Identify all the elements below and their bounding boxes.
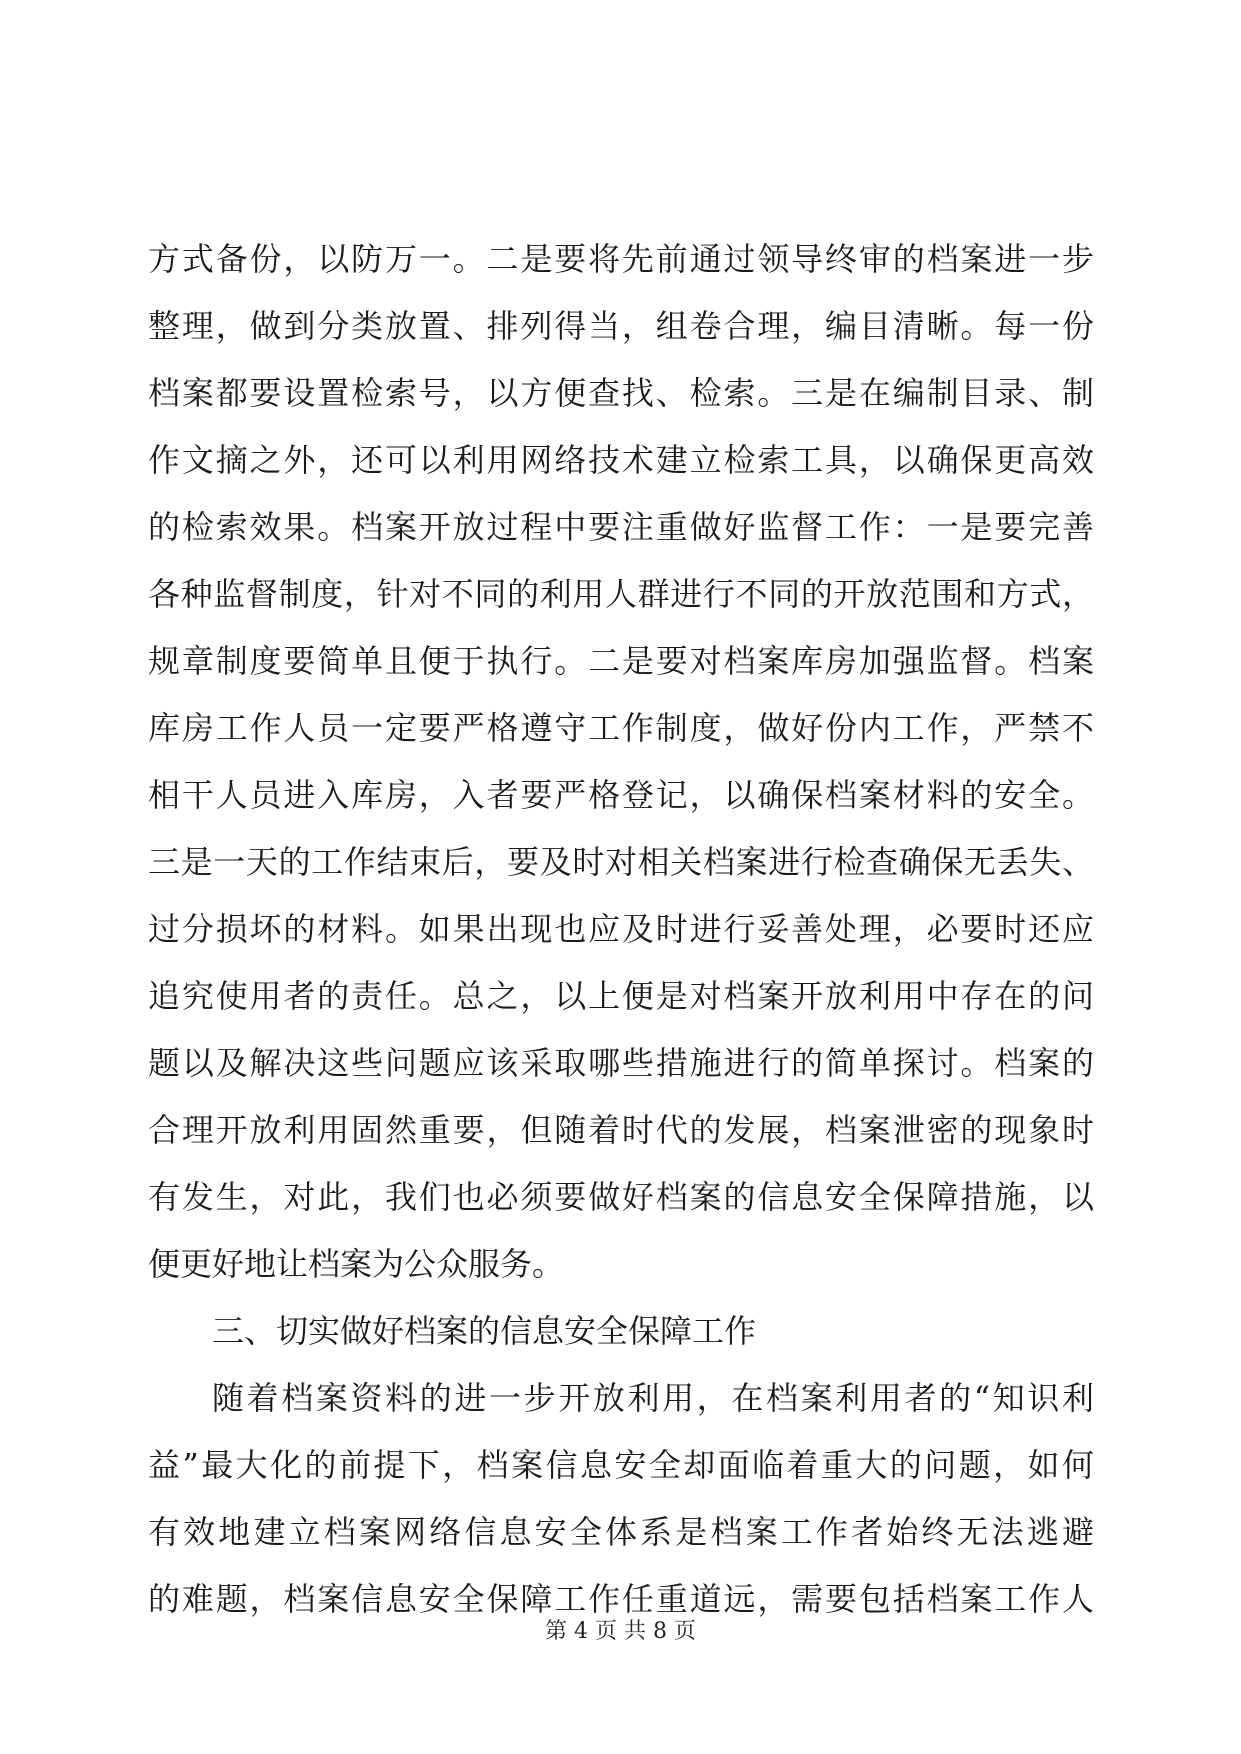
text-line-2: 整理，做到分类放置、排列得当，组卷合理，编目清晰。每一份: [148, 307, 1094, 345]
text-line-12: 追究使用者的责任。总之，以上便是对档案开放利用中存在的问: [148, 977, 1094, 1015]
text-line-6: 各种监督制度，针对不同的利用人群进行不同的开放范围和方式，: [148, 575, 1094, 613]
text-line-15: 有发生，对此，我们也必须要做好档案的信息安全保障措施，以: [148, 1178, 1094, 1216]
text-line-11: 过分损坏的材料。如果出现也应及时进行妥善处理，必要时还应: [148, 910, 1094, 948]
text-line-9: 相干人员进入库房，入者要严格登记，以确保档案材料的安全。: [148, 776, 1094, 814]
text-line-3: 档案都要设置检索号，以方便查找、检索。三是在编制目录、制: [148, 374, 1094, 412]
text-line-14: 合理开放利用固然重要，但随着时代的发展，档案泄密的现象时: [148, 1111, 1094, 1149]
text-line-13: 题以及解决这些问题应该采取哪些措施进行的简单探讨。档案的: [148, 1044, 1094, 1082]
paragraph2-line-3: 有效地建立档案网络信息安全体系是档案工作者始终无法逃避: [148, 1513, 1094, 1551]
text-line-10: 三是一天的工作结束后，要及时对相关档案进行检查确保无丢失、: [148, 843, 1094, 881]
text-line-4: 作文摘之外，还可以利用网络技术建立检索工具，以确保更高效: [148, 441, 1094, 479]
text-line-1: 方式备份，以防万一。二是要将先前通过领导终审的档案进一步: [148, 240, 1094, 278]
section-heading: 三、切实做好档案的信息安全保障工作: [212, 1312, 757, 1350]
text-line-5: 的检索效果。档案开放过程中要注重做好监督工作：一是要完善: [148, 508, 1094, 546]
text-line-7: 规章制度要简单且便于执行。二是要对档案库房加强监督。档案: [148, 642, 1094, 680]
text-line-8: 库房工作人员一定要严格遵守工作制度，做好份内工作，严禁不: [148, 709, 1094, 747]
paragraph2-line-1: 随着档案资料的进一步开放利用，在档案利用者的“知识利: [212, 1379, 1094, 1417]
paragraph2-line-4: 的难题，档案信息安全保障工作任重道远，需要包括档案工作人: [148, 1580, 1094, 1618]
text-line-16: 便更好地让档案为公众服务。: [148, 1245, 565, 1283]
document-body: [148, 226, 1094, 1633]
paragraph2-line-2: 益”最大化的前提下，档案信息安全却面临着重大的问题，如何: [148, 1446, 1094, 1484]
page-number-footer: 第 4 页 共 8 页: [545, 1619, 696, 1644]
